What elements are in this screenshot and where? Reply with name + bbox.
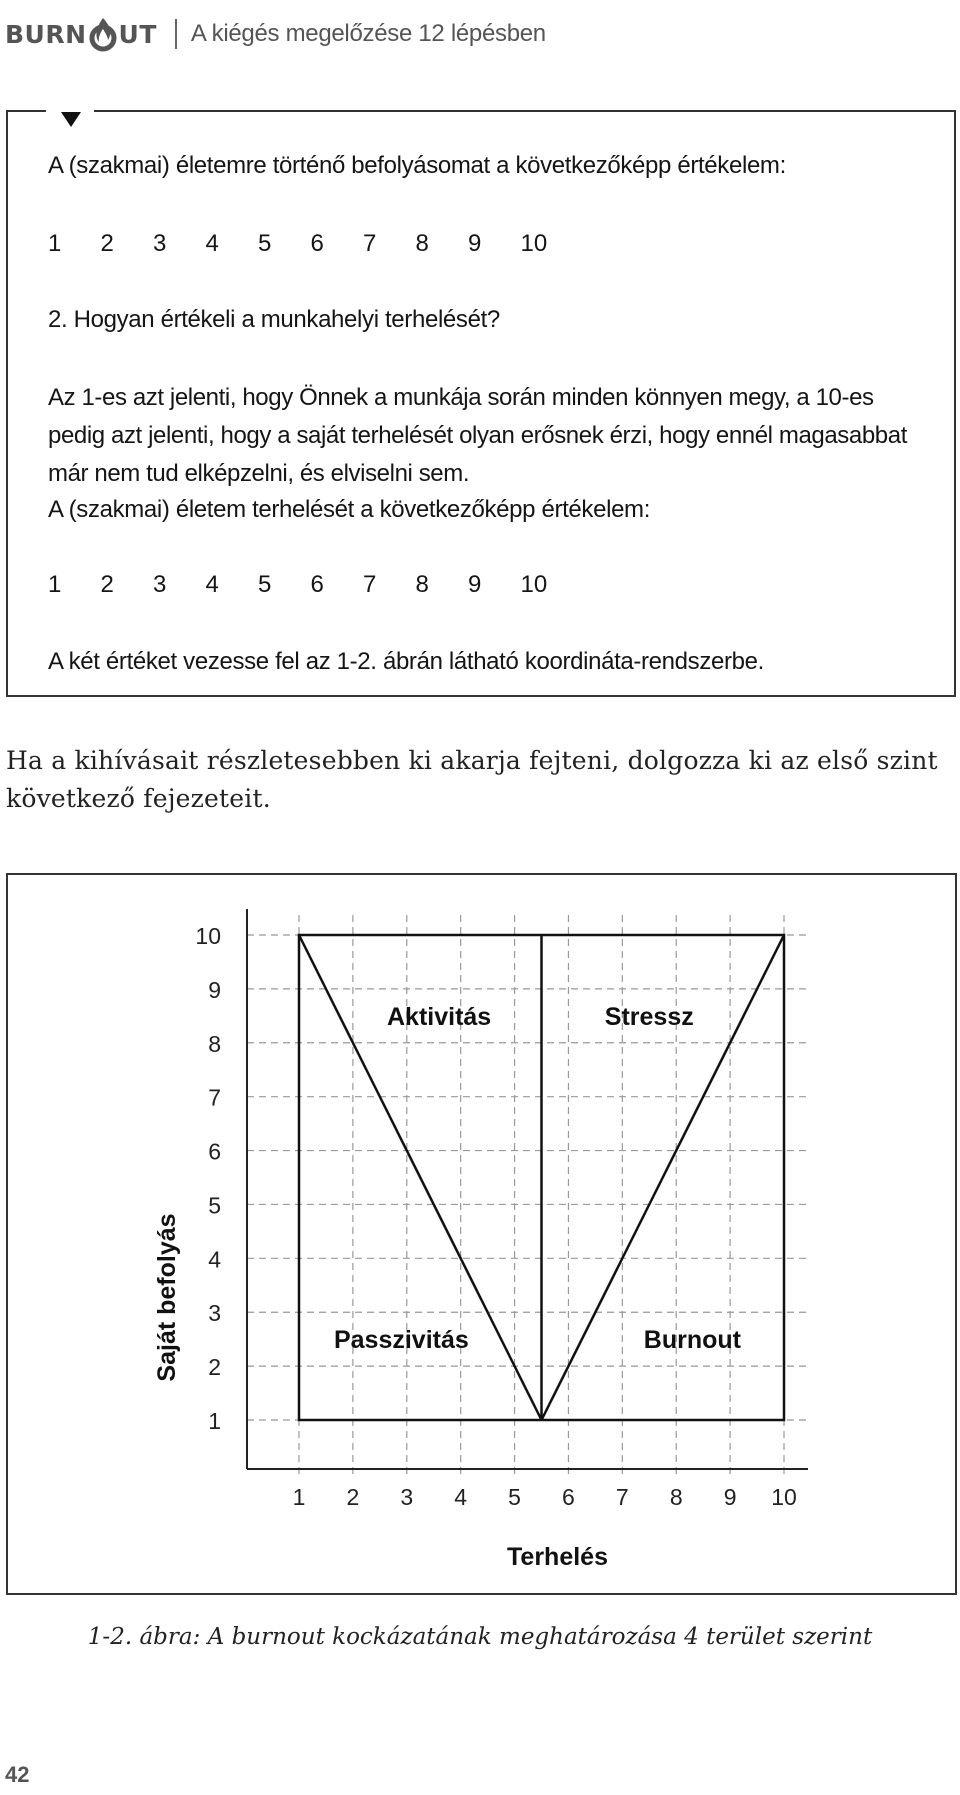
x-tick-label: 1: [292, 1484, 306, 1510]
x-tick-label: 5: [508, 1484, 521, 1510]
scale-value: 1: [48, 230, 62, 257]
y-tick-label: 9: [208, 976, 221, 1003]
scale-value: 1: [48, 571, 62, 598]
region-label: Burnout: [643, 1326, 741, 1355]
scale-value: 2: [100, 571, 114, 598]
scale-value: 10: [520, 230, 548, 257]
x-tick-label: 8: [669, 1484, 683, 1510]
scale-value: 6: [310, 571, 324, 598]
burnout-chart: [8, 875, 955, 1593]
y-tick-label: 2: [208, 1354, 221, 1381]
scale-value: 3: [153, 230, 167, 257]
explanation-paragraph: Az 1-es azt jelenti, hogy Önnek a munkája során minden könnyen megy, a 10-es pedig azt jelenti, hogy a saját terhelését olyan erősnek érzi, hogy ennél magasabbat már nem tud elképzelni, és elviselni sem.: [48, 384, 907, 487]
x-tick-label: 10: [771, 1484, 797, 1510]
book-subtitle: A kiégés megelőzése 12 lépésben: [190, 20, 546, 47]
flame-icon: [88, 16, 118, 52]
scale-value: 7: [363, 230, 377, 257]
x-tick-label: 4: [454, 1484, 468, 1510]
logo-text-right: UT: [118, 19, 157, 49]
y-axis-label: Saját befolyás: [153, 1213, 181, 1382]
body-paragraph: Ha a kihívásait részletesebben ki akarja fejteni, dolgozza ki az első szint következő fejezeteit.: [6, 746, 938, 813]
scale-value: 8: [415, 571, 429, 598]
triangle-marker-icon: [61, 112, 81, 127]
y-tick-label: 4: [208, 1246, 221, 1273]
figure-caption: 1-2. ábra: A burnout kockázatának meghatározása 4 terület szerint: [87, 1624, 873, 1650]
scale-value: 9: [468, 230, 482, 257]
influence-scale: [48, 230, 573, 258]
region-label: Stressz: [604, 1002, 694, 1031]
page-number: 42: [5, 1762, 30, 1787]
y-tick-label: 5: [208, 1192, 221, 1219]
scale-value: 8: [415, 230, 429, 257]
scale-value: 10: [520, 571, 548, 598]
burnout-logo: [5, 16, 157, 52]
question-2: 2. Hogyan értékeli a munkahelyi terhelését?: [48, 306, 500, 333]
load-rating-text: A (szakmai) életem terhelését a következőképp értékelem:: [48, 496, 651, 523]
figure-frame: [6, 873, 957, 1595]
header-divider: [175, 19, 177, 49]
load-scale: [48, 571, 573, 599]
scale-value: 9: [468, 571, 482, 598]
y-tick-label: 6: [208, 1138, 221, 1165]
region-label: Aktivitás: [387, 1002, 492, 1031]
x-axis-label: Terhelés: [507, 1543, 608, 1571]
questionnaire-box: [6, 110, 956, 697]
instruction-text: A két értéket vezesse fel az 1-2. ábrán látható koordináta-rendszerbe.: [48, 648, 764, 675]
y-tick-label: 7: [208, 1084, 221, 1111]
y-tick-label: 3: [208, 1300, 221, 1327]
scale-value: 4: [205, 230, 219, 257]
x-tick-label: 3: [400, 1484, 414, 1510]
page-header: [5, 4, 546, 64]
x-tick-label: 9: [723, 1484, 737, 1510]
y-tick-label: 10: [195, 923, 221, 949]
scale-value: 5: [258, 571, 272, 598]
scale-value: 4: [205, 571, 219, 598]
x-tick-label: 6: [562, 1484, 575, 1510]
x-tick-label: 2: [346, 1484, 360, 1510]
scale-value: 2: [100, 230, 114, 257]
influence-rating-text: A (szakmai) életemre történő befolyásomat a következőképp értékelem:: [48, 152, 786, 179]
scale-value: 3: [153, 571, 167, 598]
scale-value: 6: [310, 230, 324, 257]
x-tick-label: 7: [615, 1484, 629, 1510]
logo-text-left: BURN: [5, 19, 87, 49]
region-label: Passzivitás: [333, 1326, 469, 1355]
y-tick-label: 8: [208, 1030, 221, 1057]
scale-value: 7: [363, 571, 377, 598]
y-tick-label: 1: [208, 1408, 221, 1434]
scale-value: 5: [258, 230, 272, 257]
